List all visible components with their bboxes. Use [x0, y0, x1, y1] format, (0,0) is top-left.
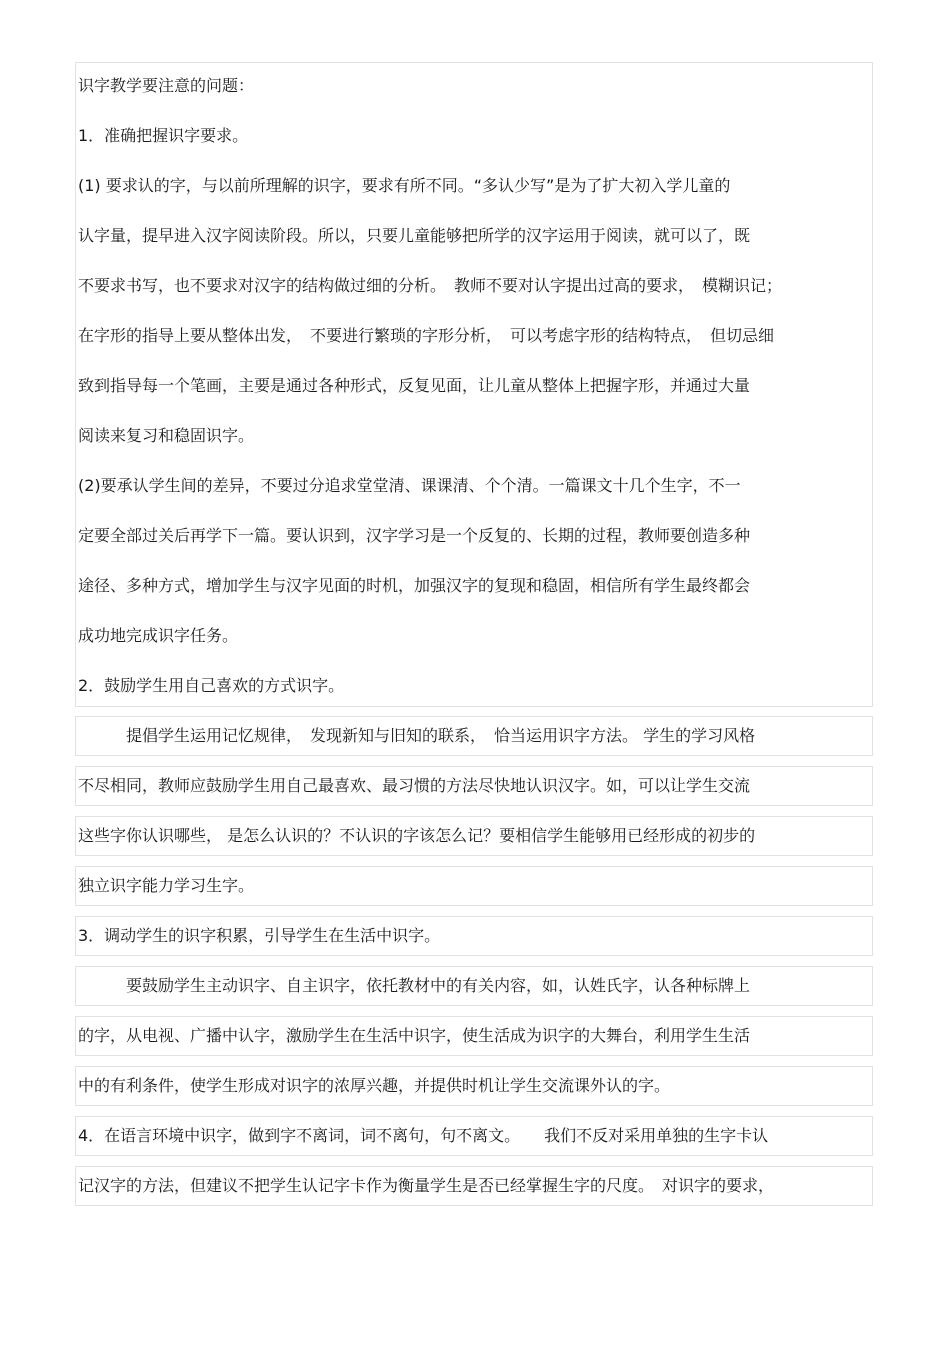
paragraph-line: 不尽相同，教师应鼓励学生用自己最喜欢、最习惯的方法尽快地认识汉字。如，可以让学生交流: [78, 776, 751, 795]
paragraph-line: 成功地完成识字任务。: [78, 626, 239, 645]
paragraph-line: 致到指导每一个笔画，主要是通过各种形式，反复见面，让儿童从整体上把握字形，并通过大量: [78, 376, 751, 395]
paragraph-line: (1) 要求认的字，与以前所理解的识字，要求有所不同。“多认少写”是为了扩大初入学儿童的: [78, 176, 731, 195]
paragraph-line: 定要全部过关后再学下一篇。要认识到，汉字学习是一个反复的、长期的过程，教师要创造多种: [78, 526, 751, 545]
paragraph-line: 提倡学生运用记忆规律， 发现新知与旧知的联系， 恰当运用识字方法。 学生的学习风格: [78, 726, 756, 745]
paragraph-line: (2)要承认学生间的差异，不要过分追求堂堂清、课课清、个个清。一篇课文十几个生字，不一: [78, 476, 741, 495]
section-heading: 3．调动学生的识字积累，引导学生在生活中识字。: [78, 926, 441, 945]
paragraph-line: 中的有利条件，使学生形成对识字的浓厚兴趣，并提供时机让学生交流课外认的字。: [78, 1076, 671, 1095]
paragraph-line: 的字，从电视、广播中认字，激励学生在生活中识字，使生活成为识字的大舞台，利用学生生活: [78, 1026, 751, 1045]
paragraph-line: 独立识字能力学习生字。: [78, 876, 255, 895]
section-heading: 4．在语言环境中识字，做到字不离词，词不离句，句不离文。 我们不反对采用单独的生字卡认: [78, 1126, 769, 1145]
section-heading: 1．准确把握识字要求。: [78, 126, 249, 145]
paragraph-line: 在字形的指导上要从整体出发， 不要进行繁琐的字形分析， 可以考虑字形的结构特点， 但切忌细: [78, 326, 775, 345]
paragraph-line: 这些字你认识哪些， 是怎么认识的？不认识的字该怎么记？要相信学生能够用已经形成的初步的: [78, 826, 756, 845]
paragraph-line: 不要求书写，也不要求对汉字的结构做过细的分析。 教师不要对认字提出过高的要求， 模糊识记；: [78, 276, 783, 295]
paragraph-line: 记汉字的方法，但建议不把学生认记字卡作为衡量学生是否已经掌握生字的尺度。 对识字的要求，: [78, 1176, 775, 1195]
paragraph-line: 认字量，提早进入汉字阅读阶段。所以，只要儿童能够把所学的汉字运用于阅读，就可以了，既: [78, 226, 751, 245]
paragraph-line: 途径、多种方式，增加学生与汉字见面的时机，加强汉字的复现和稳固，相信所有学生最终都会: [78, 576, 751, 595]
paragraph-line: 要鼓励学生主动识字、自主识字，依托教材中的有关内容，如，认姓氏字，认各种标牌上: [78, 976, 751, 995]
section-heading: 2．鼓励学生用自己喜欢的方式识字。: [78, 676, 345, 695]
heading-line: 识字教学要注意的问题：: [78, 76, 255, 95]
paragraph-line: 阅读来复习和稳固识字。: [78, 426, 255, 445]
